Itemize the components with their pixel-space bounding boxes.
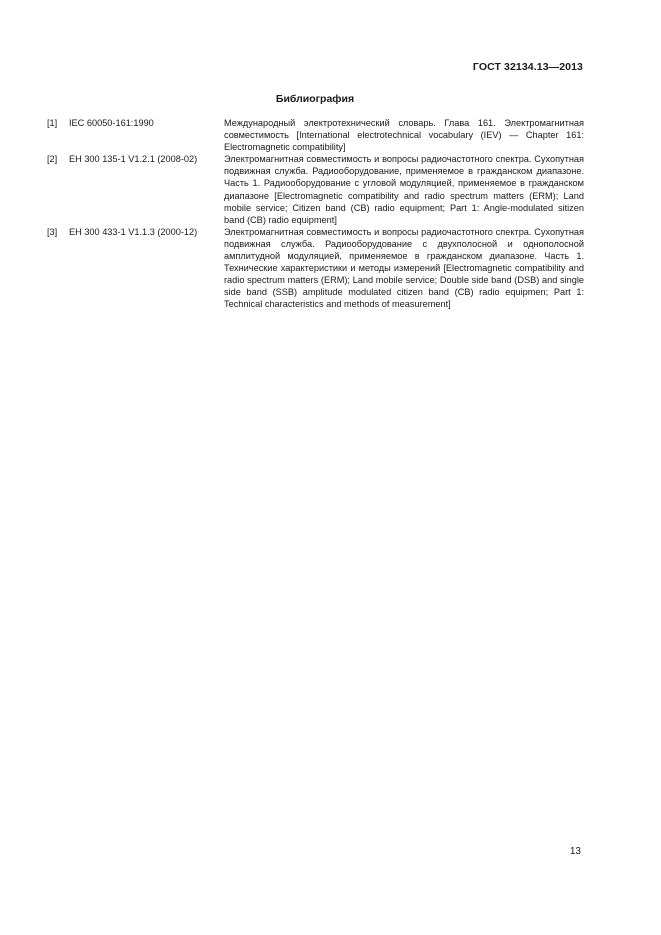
entry-number: [3] bbox=[47, 226, 58, 237]
entry-standard-code: ЕН 300 135-1 V1.2.1 (2008-02) bbox=[69, 154, 198, 165]
bibliography-entry bbox=[47, 117, 584, 153]
page-number: 13 bbox=[569, 846, 581, 857]
bibliography-entry bbox=[47, 226, 584, 311]
entry-number: [2] bbox=[47, 154, 58, 165]
bibliography-title: Библиография bbox=[275, 93, 355, 105]
entry-standard-code: ЕН 300 433-1 V1.1.3 (2000-12) bbox=[69, 226, 198, 237]
entry-description: Международный электротехнический словарь. Глава 161. Электромагнитная совместимость [International electrotechnical vocabulary (IEV) — Chapter 161: Electromagnetic compatibility] bbox=[224, 118, 584, 153]
entry-standard-code: IEC 60050-161:1990 bbox=[69, 118, 154, 128]
entry-description: Электромагнитная совместимость и вопросы радиочастотного спектра. Сухопутная подвижная служба. Радиооборудование с двухполосной и однополосной амплитудной модуляцией, применяемое в гражданском диапазоне. Часть 1. Технические характеристики и методы измерений [Electromagnetic compatibility and radio spectrum matters (ERM); Land mobile service; Double side band (DSB) and single side band (SSB) amplitude modulated citizen band (CB) radio equipmen; Part 1: Technical characteristics and methods of measurement] bbox=[224, 226, 584, 310]
bibliography-list bbox=[47, 117, 584, 311]
entry-number: [1] bbox=[47, 118, 58, 128]
entry-description: Электромагнитная совместимость и вопросы радиочастотного спектра. Сухопутная подвижная служба. Радиооборудование, применяемое в гражданском диапазоне. Часть 1. Радиооборудование с угловой модуляцией, применяемое в гражданском диапазоне [Electromagnetic compatibility and radio spectrum matters (ERM); Land mobile service; Citizen band (CB) radio equipment; Part 1: Angle-modulated sitizen band (CB) radio equipment] bbox=[224, 154, 584, 225]
bibliography-entry bbox=[47, 153, 584, 226]
document-code: ГОСТ 32134.13—2013 bbox=[472, 61, 583, 73]
